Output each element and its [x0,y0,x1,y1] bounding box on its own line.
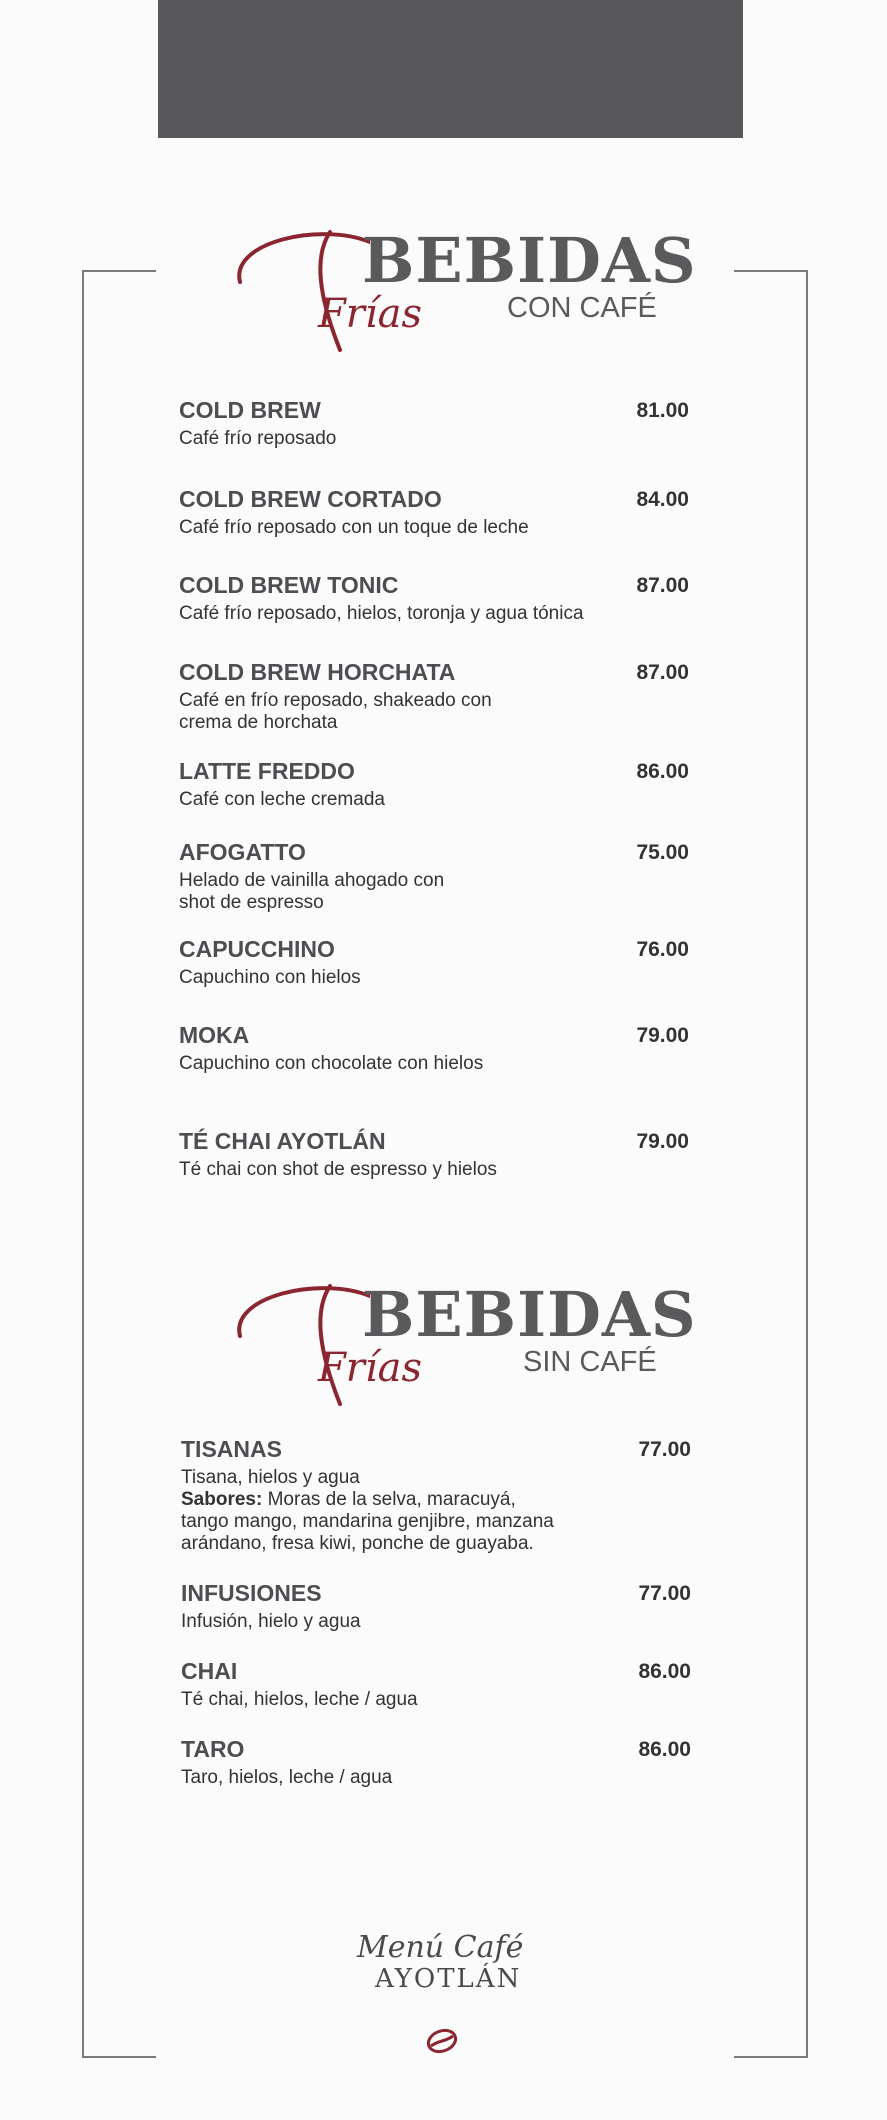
menu-item-description: Capuchino con chocolate con hielos [179,1053,484,1074]
menu-item-name: COLD BREW TONIC [179,572,399,598]
section-script-title: Frías [318,291,423,337]
menu-item-description: Capuchino con hielos [179,967,361,988]
menu-item [179,486,689,539]
menu-item-price: 87.00 [636,661,689,684]
menu-item-name: TÉ CHAI AYOTLÁN [179,1128,386,1154]
menu-item-description: Té chai, hielos, leche / agua [181,1689,418,1710]
frame-top-right-line [734,270,808,272]
menu-item [179,1128,689,1181]
menu-item [179,572,689,625]
menu-item-price: 81.00 [636,399,689,422]
menu-item-price: 86.00 [638,1660,691,1683]
section-subtitle: CON CAFÉ [507,292,657,324]
section-script-title: Frías [318,1345,423,1391]
menu-item-flavors [181,1489,691,1555]
logo-brand-text: AYOTLÁN [375,1964,522,1994]
menu-item-price: 79.00 [636,1024,689,1047]
section-header-sin-cafe [230,1276,697,1416]
menu-item-description: Té chai con shot de espresso y hielos [179,1159,497,1180]
frame-right-line [806,270,808,2058]
menu-item-name: CAPUCCHINO [179,936,335,962]
menu-item [179,936,689,989]
section-title: BEBIDAS [362,224,697,297]
menu-item-description: Taro, hielos, leche / agua [181,1767,393,1788]
flavors-list: Moras de la selva, maracuyá, tango mango, mandarina genjibre, manzana arándano, fresa kiwi, ponche de guayaba. [181,1489,554,1554]
menu-item [181,1580,691,1633]
menu-item-description: Café frío reposado [179,428,337,449]
menu-item [179,839,689,914]
coffee-bean-icon [425,2028,459,2054]
menu-item-price: 87.00 [636,574,689,597]
menu-item-price: 76.00 [636,938,689,961]
menu-item-name: LATTE FREDDO [179,758,355,784]
menu-item-description: Tisana, hielos y agua [181,1467,360,1488]
menu-item-name: CHAI [181,1658,238,1684]
section-header-con-cafe [230,222,697,362]
menu-item-price: 86.00 [636,760,689,783]
menu-item-name: COLD BREW HORCHATA [179,659,456,685]
menu-item-name: TISANAS [181,1436,282,1462]
menu-item-name: MOKA [179,1022,250,1048]
menu-item-price: 84.00 [636,488,689,511]
menu-item-price: 77.00 [638,1438,691,1461]
menu-item [179,397,689,450]
frame-bottom-left-line [82,2056,156,2058]
menu-item-name: TARO [181,1736,245,1762]
menu-item [181,1658,691,1711]
menu-item [181,1436,691,1555]
footer-logo [355,1930,535,2000]
menu-item [181,1736,691,1789]
menu-item-description: Café en frío reposado, shakeado con crema de horchata [179,690,492,733]
top-banner [158,0,743,138]
menu-item-description: Café frío reposado, hielos, toronja y agua tónica [179,603,584,624]
menu-item-price: 79.00 [636,1130,689,1153]
menu-item-description: Infusión, hielo y agua [181,1611,361,1632]
menu-item [179,659,689,734]
menu-item-description: Café frío reposado con un toque de leche [179,517,529,538]
menu-item [179,1022,689,1075]
logo-script-text: Menú Café [357,1930,524,1965]
flavors-label: Sabores: [181,1489,263,1510]
menu-item-price: 75.00 [636,841,689,864]
frame-left-line [82,270,84,2058]
menu-item-price: 86.00 [638,1738,691,1761]
menu-item-name: AFOGATTO [179,839,306,865]
menu-item-description: Helado de vainilla ahogado con shot de espresso [179,870,445,913]
menu-item-description: Café con leche cremada [179,789,385,810]
frame-bottom-right-line [734,2056,808,2058]
menu-item-price: 77.00 [638,1582,691,1605]
menu-item-name: COLD BREW CORTADO [179,486,442,512]
frame-top-left-line [82,270,156,272]
menu-item-name: COLD BREW [179,397,321,423]
menu-item [179,758,689,811]
menu-item-name: INFUSIONES [181,1580,322,1606]
section-title: BEBIDAS [362,1278,697,1351]
section-subtitle: SIN CAFÉ [523,1346,657,1378]
